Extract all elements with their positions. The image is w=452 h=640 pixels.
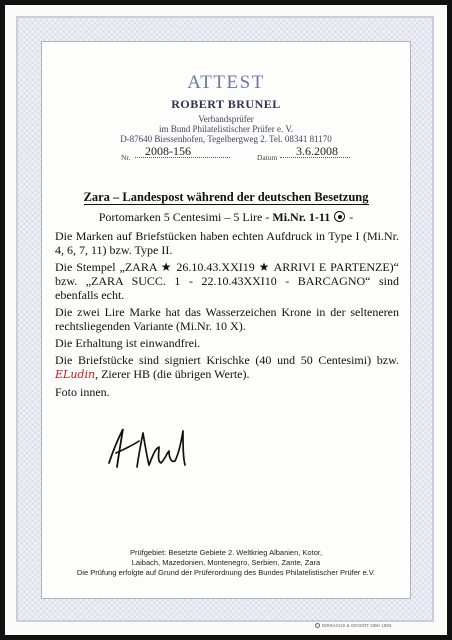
expert-name: ROBERT BRUNEL [171,97,281,111]
handwritten-signature [99,423,199,478]
body-paragraph-cancels: Die Stempel „ZARA ★ 26.10.43.XXI19 ★ ARRIVI E PARTENZE)“ bzw. „ZARA SUCC. 1 - 22.10.43XXI10 - BARCAGNO“ sind ebenfalls echt. [55,260,399,302]
expert-address: D-87640 Biessenhofen, Tegelbergweg 2. Tel. 08341 81170 [120,134,332,144]
signatures-text: Die Briefstücke sind signiert Krischke (40 und 50 Centesimi) bzw. [55,353,399,367]
footer-regulation-note: Die Prüfung erfolgte auf Grund der Prüferordnung des Bundes Philatelistischer Prüfer e.V. [76,568,376,577]
signatures-text-end: , Zierer HB (die übrigen Werte). [95,367,250,381]
nr-label: Nr. [121,153,131,162]
certificate-page [5,5,447,635]
body-paragraph-overprint: Die Marken auf Briefstücken haben echten Aufdruck in Type I (Mi.Nr. 4, 6, 7, 11) bzw. Type II. [55,229,399,257]
body-paragraph-watermark: Die zwei Lire Marke hat das Wasserzeichen Krone in der selteneren rechtsliegenden Variante (Mi.Nr. 10 X). [55,305,399,333]
body-paragraph-condition: Die Erhaltung ist einwandfrei. [55,336,201,350]
ludin-signature-stamp: ELudin [55,368,96,381]
copyright-text: DIRSACHS & GEVERT GBH 1993 [322,623,392,628]
body-paragraph-signatures [55,353,399,382]
printer-copyright [315,623,391,628]
date-value: 3.6.2008 [296,144,338,158]
subtitle-prefix: Portomarken 5 Centesimi – 5 Lire - [98,210,273,224]
certificate-body [55,229,399,402]
postmark-symbol-icon [334,211,345,222]
subtitle-suffix: - [346,210,354,224]
expert-organization: im Bund Philatelistischer Prüfer e. V. [159,124,293,134]
footer-scope-line-1: Prüfgebiet: Besetzte Gebiete 2. Weltkrieg Albanien, Kotor, [129,548,323,557]
body-paragraph-photo: Foto innen. [55,385,110,399]
number-date-row [5,144,447,164]
date-label: Datum [257,153,278,162]
nr-value: 2008-156 [145,144,191,158]
footer-scope-line-2: Laibach, Mazedonien, Montenegro, Serbien, Zante, Zara [131,558,321,567]
expert-role: Verbandsprüfer [198,114,254,124]
certificate-heading [5,190,447,205]
subtitle-catalog: Mi.Nr. 1-11 [272,210,331,224]
certificate-title: ATTEST [187,72,265,93]
heading-title: Zara – Landespost während der deutschen Besetzung [83,190,369,204]
certificate-subheading [5,210,447,225]
copyright-icon [315,623,320,628]
